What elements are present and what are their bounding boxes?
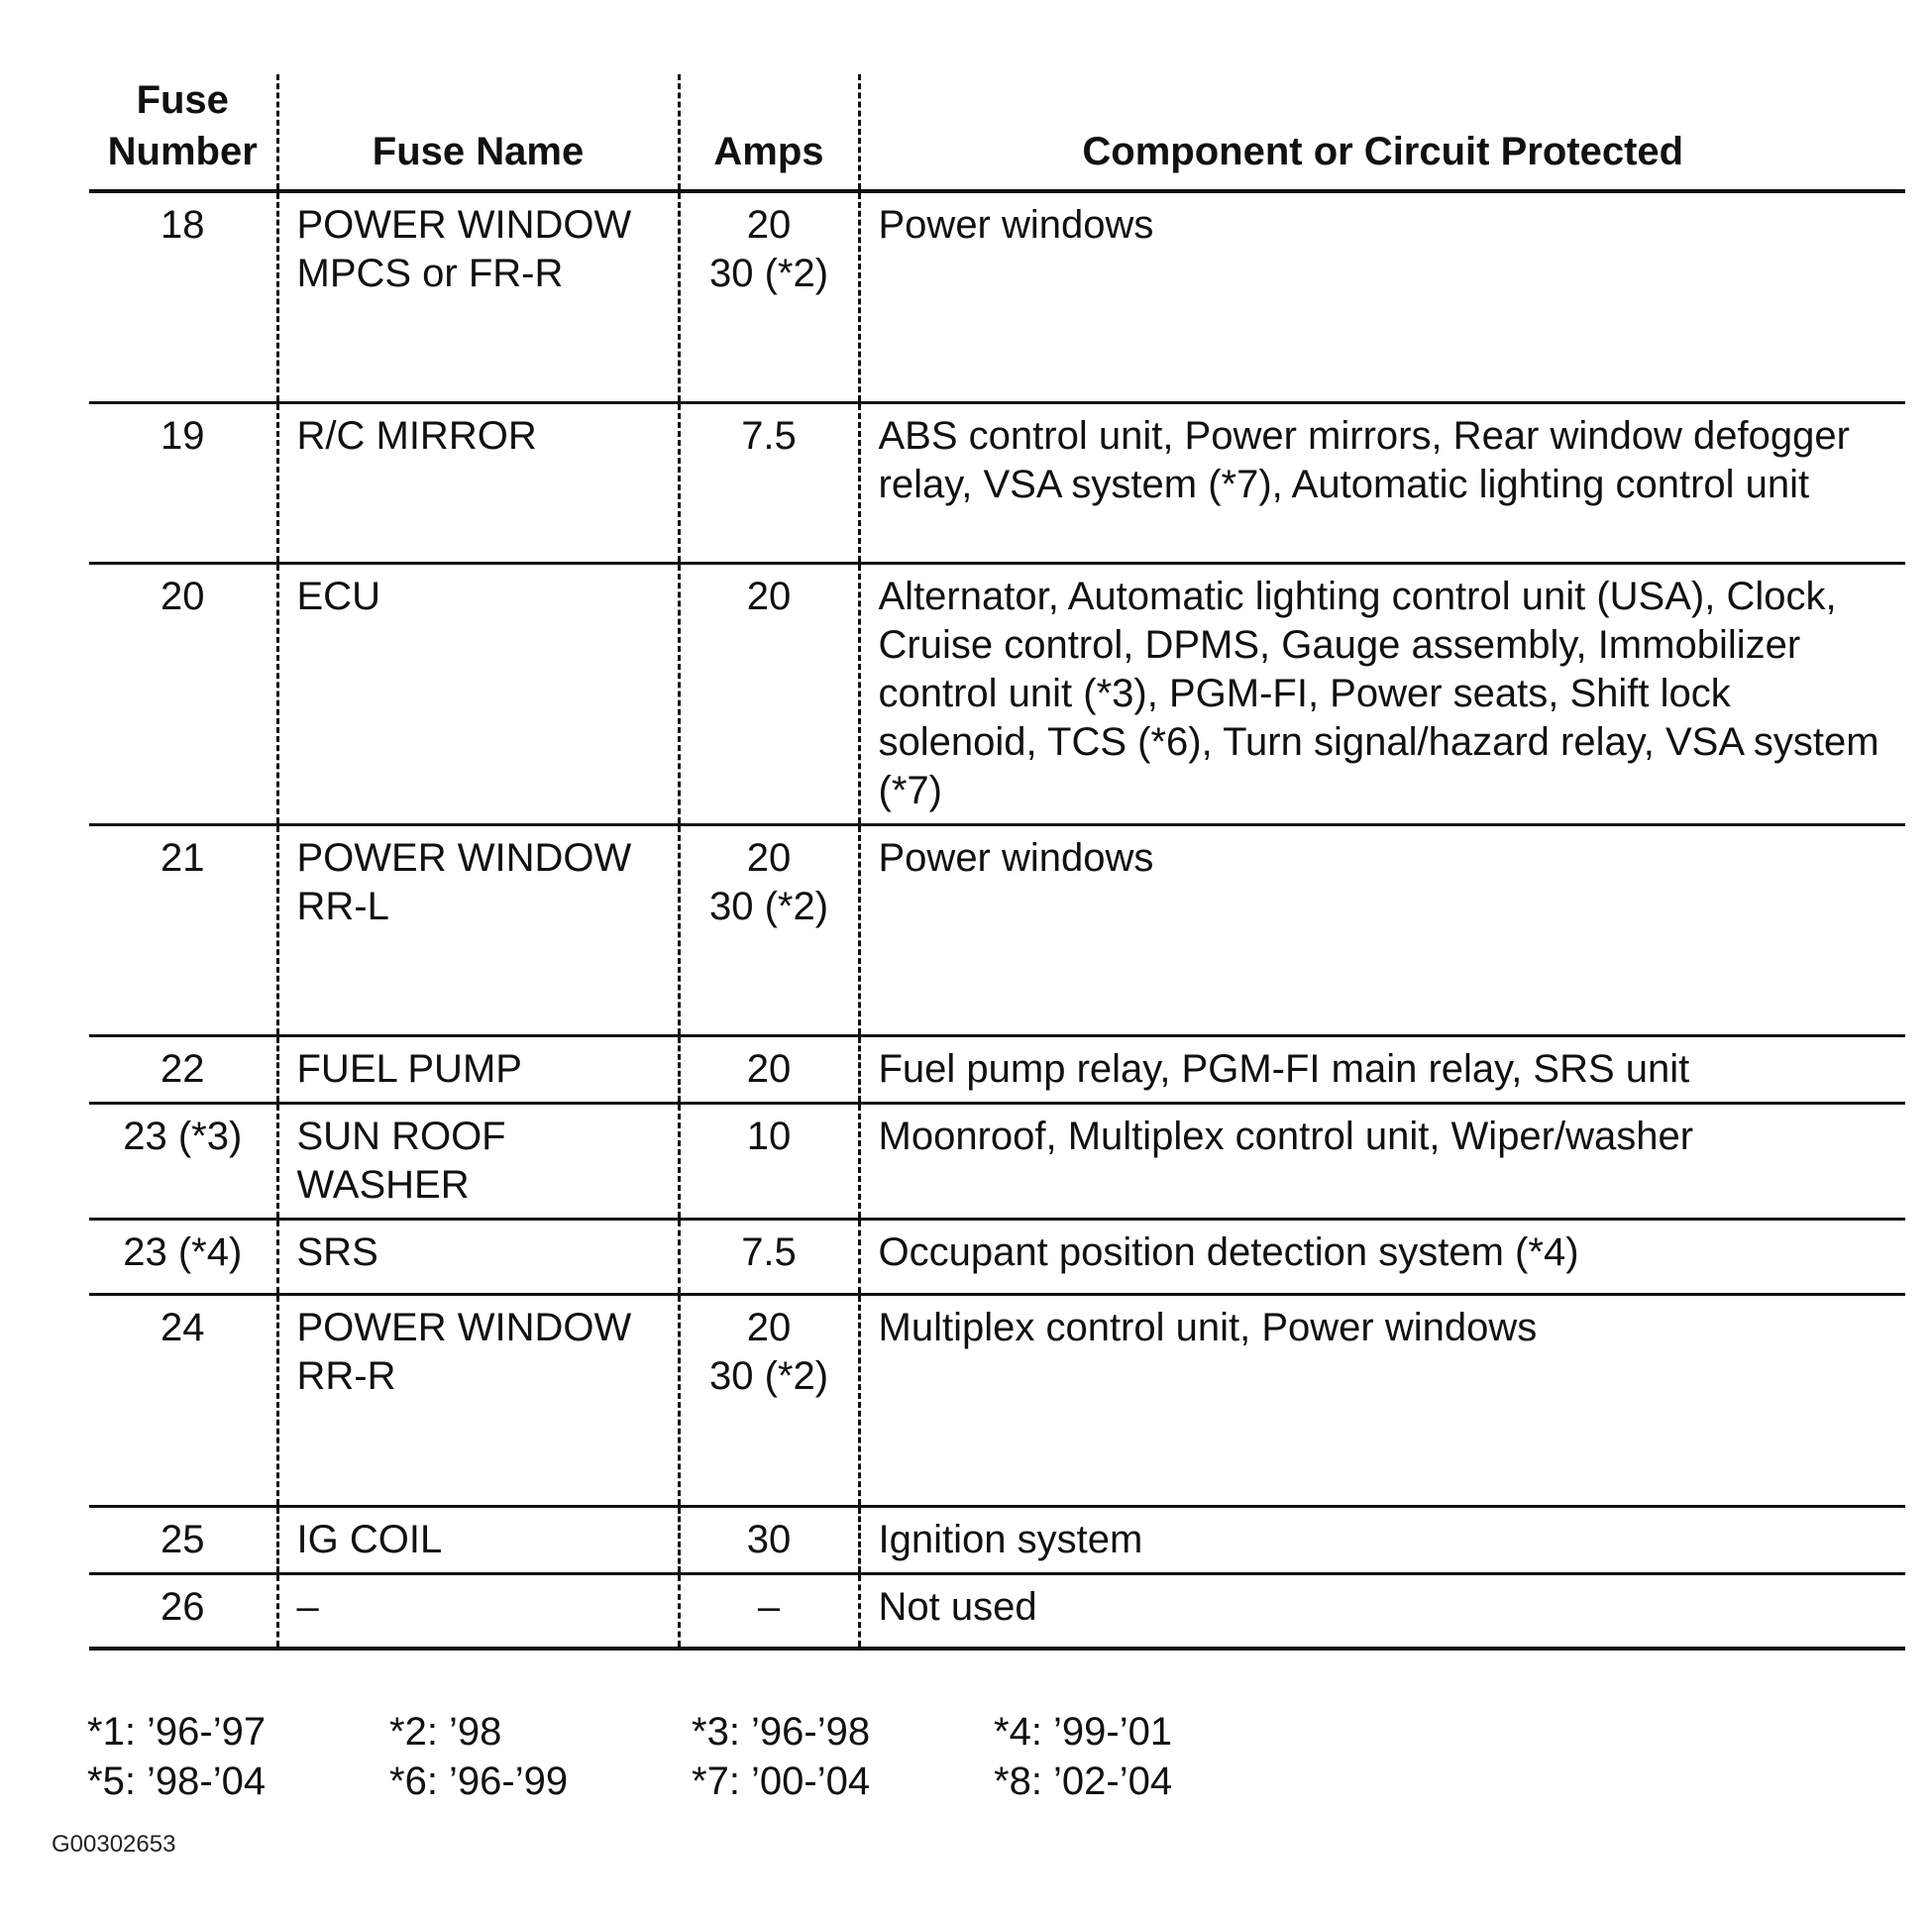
amps-line: 30 (*2) — [708, 884, 829, 928]
header-fuse-number: Fuse Number — [89, 74, 277, 191]
footnote: *7: ’00-’04 — [692, 1759, 871, 1803]
amps-line: 7.5 — [741, 413, 797, 458]
amps-line: – — [757, 1584, 781, 1629]
component-cell: Power windows — [859, 191, 1905, 402]
table-row — [89, 563, 1905, 824]
amps-line: 20 — [746, 1046, 792, 1091]
fuse-name-cell — [277, 402, 679, 563]
fuse-number-cell: 26 — [89, 1573, 277, 1649]
fuse-name-cell — [277, 1219, 679, 1294]
fuse-name-line: WASHER — [296, 1162, 470, 1207]
amps-cell — [679, 1103, 859, 1219]
fuse-name-line: – — [296, 1584, 319, 1629]
component-cell: Power windows — [859, 824, 1905, 1035]
amps-cell — [679, 824, 859, 1035]
component-cell: ABS control unit, Power mirrors, Rear window defogger relay, VSA system (*7), Automatic lighting control unit — [859, 402, 1905, 563]
amps-cell — [679, 1506, 859, 1573]
table-row — [89, 1219, 1905, 1294]
amps-line: 7.5 — [741, 1229, 797, 1274]
amps-cell — [679, 1219, 859, 1294]
fuse-number-cell: 23 (*3) — [89, 1103, 277, 1219]
footnote: *2: ’98 — [389, 1710, 502, 1754]
amps-line: 30 (*2) — [708, 252, 829, 295]
fuse-name-line: IG COIL — [296, 1517, 443, 1561]
table-row — [89, 1103, 1905, 1219]
fuse-name-cell — [277, 1294, 679, 1506]
fuse-name-cell — [277, 191, 679, 402]
component-cell: Moonroof, Multiplex control unit, Wiper/washer — [859, 1103, 1905, 1219]
component-cell: Not used — [859, 1573, 1905, 1649]
fuse-name-line: R/C MIRROR — [296, 413, 537, 458]
amps-cell — [679, 563, 859, 824]
footnote: *4: ’99-’01 — [994, 1710, 1173, 1754]
fuse-name-cell — [277, 824, 679, 1035]
fuse-name-line: POWER WINDOW — [296, 1305, 632, 1349]
amps-cell — [679, 1573, 859, 1649]
fuse-name-cell — [277, 1573, 679, 1649]
footnote: *8: ’02-’04 — [994, 1759, 1173, 1803]
header-row — [89, 74, 1905, 191]
amps-line: 10 — [746, 1114, 792, 1158]
amps-line: 30 (*2) — [708, 1353, 829, 1398]
fuse-number-cell: 20 — [89, 563, 277, 824]
fuse-name-line: MPCS or FR-R — [296, 252, 564, 295]
header-component: Component or Circuit Protected — [859, 74, 1905, 191]
amps-line: 20 — [746, 1305, 792, 1349]
fuse-name-line: RR-R — [296, 1353, 396, 1398]
table-row — [89, 1506, 1905, 1573]
table-row — [89, 402, 1905, 563]
amps-cell — [679, 191, 859, 402]
table-row — [89, 1035, 1905, 1103]
fuse-name-cell — [277, 1035, 679, 1103]
fuse-number-cell: 19 — [89, 402, 277, 563]
header-amps: Amps — [679, 74, 859, 191]
table-row — [89, 1294, 1905, 1506]
amps-line: 20 — [746, 203, 792, 247]
header-fuse-name: Fuse Name — [277, 74, 679, 191]
amps-cell — [679, 1035, 859, 1103]
fuse-name-line: FUEL PUMP — [296, 1046, 522, 1091]
fuse-name-line: ECU — [296, 574, 380, 618]
fuse-name-line: POWER WINDOW — [296, 203, 632, 247]
amps-cell — [679, 402, 859, 563]
component-cell: Alternator, Automatic lighting control unit (USA), Clock, Cruise control, DPMS, Gauge assembly, Immobilizer control unit (*3), PGM-FI, Power seats, Shift lock solenoid, TCS (*6), Turn signal/hazard relay, VSA system (*7) — [859, 563, 1905, 824]
fuse-number-cell: 24 — [89, 1294, 277, 1506]
image-id: G00302653 — [52, 1831, 176, 1858]
table-row — [89, 1573, 1905, 1649]
fuse-name-line: POWER WINDOW — [296, 835, 632, 880]
footnote: *6: ’96-’99 — [389, 1759, 569, 1803]
amps-line: 20 — [746, 574, 792, 618]
footnotes — [87, 1707, 1296, 1806]
fuse-name-line: RR-L — [296, 884, 389, 928]
footnote: *5: ’98-’04 — [87, 1759, 267, 1803]
component-cell: Multiplex control unit, Power windows — [859, 1294, 1905, 1506]
fuse-name-line: SRS — [296, 1229, 378, 1274]
fuse-number-cell: 25 — [89, 1506, 277, 1573]
fuse-name-cell — [277, 1506, 679, 1573]
table-row — [89, 191, 1905, 402]
amps-line: 30 — [746, 1517, 792, 1561]
fuse-name-cell — [277, 563, 679, 824]
fuse-number-cell: 18 — [89, 191, 277, 402]
fuse-name-cell — [277, 1103, 679, 1219]
fuse-number-cell: 22 — [89, 1035, 277, 1103]
fuse-number-cell: 23 (*4) — [89, 1219, 277, 1294]
component-cell: Fuel pump relay, PGM-FI main relay, SRS unit — [859, 1035, 1905, 1103]
amps-cell — [679, 1294, 859, 1506]
fuse-number-cell: 21 — [89, 824, 277, 1035]
fuse-table — [89, 74, 1905, 1651]
footnote: *1: ’96-’97 — [87, 1710, 267, 1754]
footnote: *3: ’96-’98 — [692, 1710, 871, 1754]
component-cell: Occupant position detection system (*4) — [859, 1219, 1905, 1294]
fuse-name-line: SUN ROOF — [296, 1114, 506, 1158]
table-body — [89, 191, 1905, 1649]
table-row — [89, 824, 1905, 1035]
component-cell: Ignition system — [859, 1506, 1905, 1573]
amps-line: 20 — [746, 835, 792, 880]
